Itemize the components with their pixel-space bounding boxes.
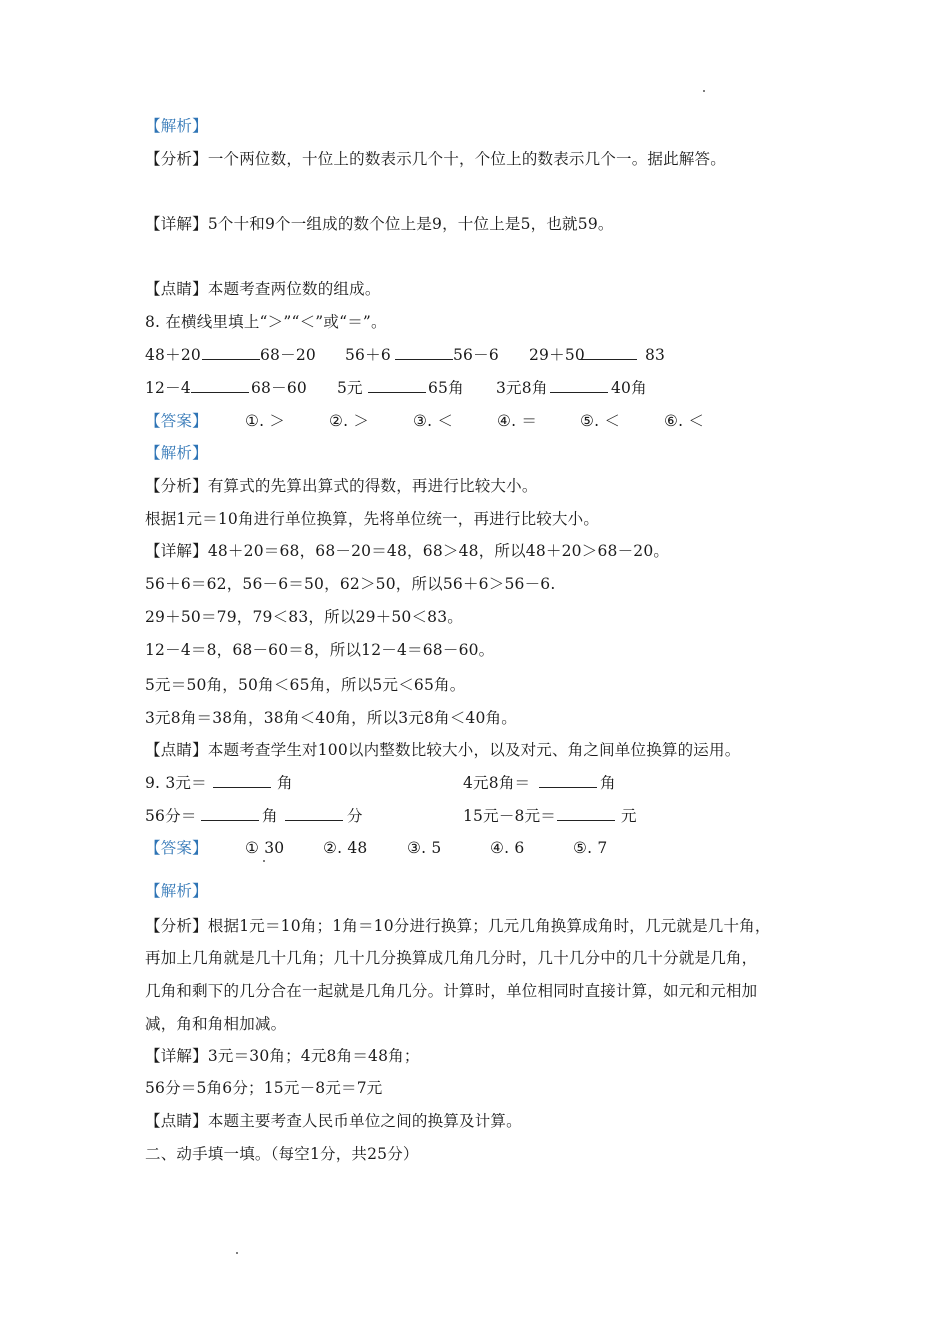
q9-answer-4: ④. 6 <box>490 839 525 857</box>
section-2-heading: 二、动手填一填。（每空1分，共25分） <box>145 1145 419 1163</box>
q7-xiangjie-tag: 【详解】 <box>145 215 208 233</box>
q8-blank-1[interactable] <box>202 345 260 360</box>
q8-answer-2: ②. ＞ <box>329 412 370 430</box>
q7-xiangjie <box>145 214 614 234</box>
q9-dianjing-tag: 【点睛】 <box>145 1112 208 1130</box>
q9-answer-3: ③. 5 <box>407 839 442 857</box>
q8-r2-expr5: 3元8角 <box>496 379 548 397</box>
q8-xiangjie-tag: 【详解】 <box>145 542 208 560</box>
q8-calc-line-4: 5元＝50角，50角＜65角，所以5元＜65角。 <box>145 676 466 694</box>
q9-blank-1[interactable] <box>213 773 271 788</box>
scan-speck <box>236 1252 238 1254</box>
scan-speck <box>703 90 705 92</box>
q9-row2-left-label: 56分＝ <box>145 807 197 825</box>
q9-row2-right-label: 15元－8元＝ <box>463 807 556 825</box>
q9-row1-right-unit: 角 <box>600 774 616 792</box>
q9-xiangjie-tag: 【详解】 <box>145 1047 208 1065</box>
q9-dianjing <box>145 1111 522 1131</box>
q8-title: 8. 在横线里填上“＞”“＜”或“＝”。 <box>145 313 387 331</box>
q8-answer-6: ⑥. ＜ <box>664 412 705 430</box>
q7-dianjing <box>145 279 381 299</box>
q9-fenxi-text: 根据1元＝10角；1角＝10分进行换算；几元几角换算成角时，几元就是几十角， <box>207 917 771 935</box>
q9-answer-row <box>145 838 845 858</box>
q8-r1-expr2: 68－20 <box>260 346 316 364</box>
scan-speck <box>263 860 265 862</box>
q9-row2-right-unit: 元 <box>621 807 637 825</box>
q8-fenxi-text: 有算式的先算出算式的得数，再进行比较大小。 <box>207 477 538 495</box>
q9-row1-left-unit: 角 <box>277 774 293 792</box>
q8-dianjing-tag: 【点睛】 <box>145 741 208 759</box>
q8-blank-4[interactable] <box>191 378 249 393</box>
q8-jiexi-heading: 【解析】 <box>145 444 208 462</box>
q9-row1 <box>145 773 845 793</box>
q9-fenxi-line-3: 几角和剩下的几分合在一起就是几角几分。计算时，单位相同时直接计算，如元和元相加 <box>145 982 758 1000</box>
q8-dianjing <box>145 740 740 760</box>
q8-r1-expr5: 29＋50 <box>529 346 585 364</box>
q8-answer-tag: 【答案】 <box>145 412 208 430</box>
q8-answer-row <box>145 411 845 431</box>
q8-r1-expr6: 83 <box>645 346 666 364</box>
q7-fenxi-text: 一个两位数，十位上的数表示几个十，个位上的数表示几个一。据此解答。 <box>207 150 726 168</box>
q9-row2-left-unit1: 角 <box>262 807 278 825</box>
q7-jiexi-heading: 【解析】 <box>145 117 208 135</box>
q8-r2-expr3: 5元 <box>337 379 363 397</box>
q7-fenxi-tag: 【分析】 <box>145 150 208 168</box>
q8-xiangjie <box>145 541 669 561</box>
q9-xiangjie <box>145 1046 420 1066</box>
q8-answer-5: ⑤. ＜ <box>580 412 621 430</box>
q9-blank-4[interactable] <box>285 806 343 821</box>
q9-fenxi-line-2: 再加上几角就是几十几角；几十几分换算成几角几分时，几十几分中的几十分就是几角， <box>145 949 758 967</box>
q9-row1-left-label: 9. 3元＝ <box>145 774 207 792</box>
q9-xiangjie-2: 56分＝5角6分；15元－8元＝7元 <box>145 1079 383 1097</box>
q9-dianjing-text: 本题主要考查人民币单位之间的换算及计算。 <box>207 1112 522 1130</box>
q9-answer-5: ⑤. 7 <box>573 839 608 857</box>
q8-blank-3[interactable] <box>579 345 637 360</box>
q9-row2-left-unit2: 分 <box>347 807 363 825</box>
q9-blank-2[interactable] <box>539 773 597 788</box>
q8-calc-line-3: 12－4＝8，68－60＝8，所以12－4＝68－60。 <box>145 641 495 659</box>
q7-dianjing-tag: 【点睛】 <box>145 280 208 298</box>
q8-calc-line-5: 3元8角＝38角，38角＜40角，所以3元8角＜40角。 <box>145 709 517 727</box>
q9-fenxi-line-1 <box>145 916 771 936</box>
q9-blank-3[interactable] <box>201 806 259 821</box>
q9-fenxi-line-4: 减，角和角相加减。 <box>145 1015 287 1033</box>
q9-answer-tag: 【答案】 <box>145 839 208 857</box>
q9-blank-5[interactable] <box>557 806 615 821</box>
q8-calc-line-1: 56＋6＝62，56－6＝50，62＞50，所以56＋6＞56－6. <box>145 575 556 593</box>
q8-fenxi-tag: 【分析】 <box>145 477 208 495</box>
q8-fenxi-2: 根据1元＝10角进行单位换算，先将单位统一，再进行比较大小。 <box>145 510 600 528</box>
q8-r1-expr3: 56＋6 <box>345 346 391 364</box>
q8-r2-expr4: 65角 <box>428 379 464 397</box>
q8-xiangjie-text: 48＋20＝68，68－20＝48，68＞48，所以48＋20＞68－20。 <box>207 542 670 560</box>
q7-xiangjie-text: 5个十和9个一组成的数个位上是9，十位上是5，也就59。 <box>207 215 614 233</box>
q8-row1 <box>145 345 845 365</box>
q7-fenxi <box>145 149 726 169</box>
q9-row2 <box>145 806 845 826</box>
q8-blank-2[interactable] <box>395 345 453 360</box>
q8-calc-line-2: 29＋50＝79，79＜83，所以29＋50＜83。 <box>145 608 463 626</box>
q9-jiexi-heading: 【解析】 <box>145 882 208 900</box>
q7-dianjing-text: 本题考查两位数的组成。 <box>207 280 381 298</box>
q9-answer-1: ① 30 <box>245 839 285 857</box>
q9-xiangjie-text: 3元＝30角；4元8角＝48角； <box>207 1047 420 1065</box>
q8-r2-expr1: 12－4 <box>145 379 191 397</box>
q9-fenxi-tag: 【分析】 <box>145 917 208 935</box>
q8-row2 <box>145 378 845 398</box>
q8-dianjing-text: 本题考查学生对100以内整数比较大小，以及对元、角之间单位换算的运用。 <box>207 741 741 759</box>
q8-answer-1: ①. ＞ <box>245 412 286 430</box>
q8-answer-3: ③. ＜ <box>413 412 454 430</box>
q8-r2-expr2: 68－60 <box>251 379 307 397</box>
q8-answer-4: ④. ＝ <box>497 412 538 430</box>
q8-r1-expr1: 48＋20 <box>145 346 201 364</box>
q8-blank-6[interactable] <box>550 378 608 393</box>
q8-r1-expr4: 56－6 <box>453 346 499 364</box>
q9-answer-2: ②. 48 <box>323 839 368 857</box>
q9-row1-right-label: 4元8角＝ <box>463 774 531 792</box>
q8-fenxi <box>145 476 538 496</box>
q8-blank-5[interactable] <box>368 378 426 393</box>
q8-r2-expr6: 40角 <box>611 379 647 397</box>
